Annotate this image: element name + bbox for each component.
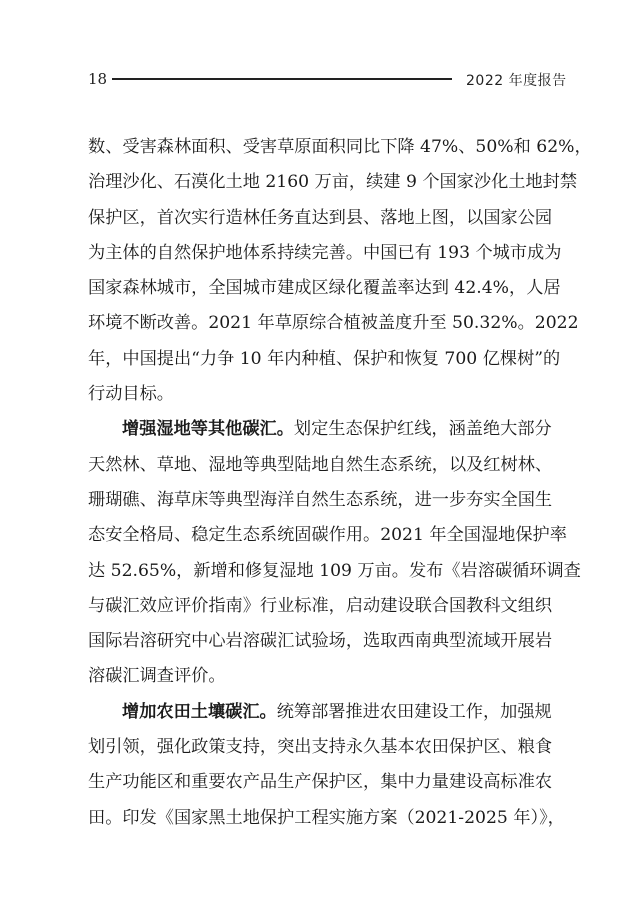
report-title: 2022 年度报告 xyxy=(466,73,567,89)
text-line: 数、受害森林面积、受害草原面积同比下降 47%、50%和 62%， xyxy=(88,137,592,157)
page-number: 18 xyxy=(88,70,108,88)
text-line: 国际岩溶研究中心岩溶碳汇试验场，选取西南典型流域开展岩 xyxy=(88,631,553,652)
text-line: 划引领，强化政策支持，突出支持永久基本农田保护区、粮食 xyxy=(88,737,553,758)
text-line: 天然林、草地、湿地等典型陆地自然生态系统，以及红树林、 xyxy=(88,454,553,475)
farmland-soil-carbon-sink-heading: 增加农田土壤碳汇。 xyxy=(122,701,277,722)
body-text xyxy=(88,132,592,838)
text-line: 田。印发《国家黑土地保护工程实施方案（2021-2025 年）》， xyxy=(88,807,565,828)
text-run: 统筹部署推进农田建设工作，加强规 xyxy=(276,701,552,722)
text-line: 溶碳汇调查评价。 xyxy=(88,666,226,687)
text-line: 年，中国提出“力争 10 年内种植、保护和恢复 700 亿棵树”的 xyxy=(88,348,561,369)
text-line: 为主体的自然保护地体系持续完善。中国已有 193 个城市成为 xyxy=(88,242,562,263)
text-line: 态安全格局、稳定生态系统固碳作用。2021 年全国湿地保护率 xyxy=(88,525,567,546)
text-line: 生产功能区和重要农产品生产保护区，集中力量建设高标准农 xyxy=(88,772,553,793)
header-rule xyxy=(112,78,452,80)
text-line: 珊瑚礁、海草床等典型海洋自然生态系统，进一步夯实全国生 xyxy=(88,489,553,510)
wetland-carbon-sink-heading: 增强湿地等其他碳汇。 xyxy=(122,419,294,440)
text-line: 治理沙化、石漠化土地 2160 万亩，续建 9 个国家沙化土地封禁 xyxy=(88,172,578,193)
text-line: 达 52.65%，新增和修复湿地 109 万亩。发布《岩溶碳循环调查 xyxy=(88,560,581,581)
paragraph-first-line xyxy=(88,697,558,732)
text-line: 国家森林城市，全国城市建成区绿化覆盖率达到 42.4%，人居 xyxy=(88,278,561,299)
text-line: 与碳汇效应评价指南》行业标准，启动建设联合国教科文组织 xyxy=(88,595,553,616)
paragraph-first-line xyxy=(88,414,558,449)
text-line: 行动目标。 xyxy=(88,384,174,405)
text-run: 划定生态保护红线，涵盖绝大部分 xyxy=(293,419,552,440)
text-line: 保护区，首次实行造林任务直达到县、落地上图，以国家公园 xyxy=(88,207,553,228)
text-line: 环境不断改善。2021 年草原综合植被盖度升至 50.32%。2022 xyxy=(88,313,579,334)
